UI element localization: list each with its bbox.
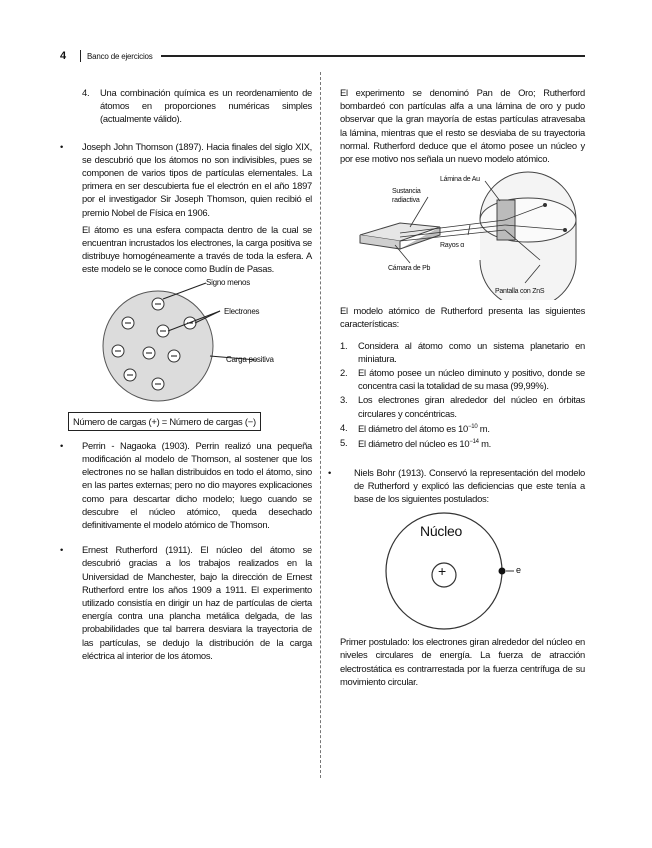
thomson-model-figure (86, 276, 316, 406)
perrin-paragraph: Perrin - Nagaoka (1903). Perrin realizó una pequeña modificación al modelo de Thomson, al sostener que los electrones no se hallan distribuidos en todo el átomo, sino en las partes externas; pero no dio mayores explicaciones como para descartar dicho modelo; luego cuando se descubre el núcleo atómico, queda desechado definitivamente el modelo atómico de Thomson. (82, 439, 312, 531)
screen-top (480, 198, 576, 242)
gold-foil-paragraph: El experimento se denominó Pan de Oro; Rutherford bombardeó con partículas alfa a una lámina de oro y pudo observar que la gran mayoría de estas partículas atravesaba la lámina, mientras que el resto se desviaba de su trayectoria normal. Rutherford deduce que el átomo posee un núcleo y por ese motivo nos señala un nuevo modelo atómico. (340, 87, 585, 165)
electron-label: e (516, 565, 521, 576)
column-divider (320, 72, 321, 778)
list-text: Considera al átomo como un sistema planetario en miniatura. (358, 339, 585, 364)
header-title: Banco de ejercicios (87, 51, 153, 61)
page-number: 4 (60, 50, 67, 62)
bohr-diagram (340, 505, 585, 633)
thomson-diagram (86, 276, 316, 406)
rutherford-paragraph: Ernest Rutherford (1911). El núcleo del átomo se descubrió gracias a los trabajos realizados en la Universidad de Manchester, bajo la dirección de Ernest Rutherford entre los años 1909 a 1911. El experimento utilizado consistía en dirigir un haz de partículas de cierta energía contra una plancha metálica delgada, de las probabilidades que tal barrera desviara la trayectoria de las partículas, se dedujo la distribución de la carga eléctrica al interior de los átomos. (82, 544, 312, 661)
first-postulate: Primer postulado: los electrones giran alrededor del núcleo en niveles circulares de energía. La fuerza de atracción electrostática es contrarrestada por la fuerza centrífuga de su movimiento circular. (340, 636, 585, 687)
model-intro: El modelo atómico de Rutherford presenta las siguientes características: (340, 305, 585, 330)
label-rayos: Rayos α (440, 242, 465, 250)
bohr-paragraph: Niels Bohr (1913). Conservó la representación del modelo de Rutherford y explicó las deficiencias que este tenía a base de los siguientes postulados: (354, 466, 585, 504)
bullet: • (60, 439, 64, 451)
rutherford-experiment-figure (340, 165, 585, 300)
list-text (358, 436, 585, 450)
bullet: • (60, 140, 64, 152)
list-text: El átomo posee un núcleo diminuto y positivo, donde se concentra casi la totalidad de su masa (99,99%). (358, 367, 585, 392)
deflected-particle (543, 203, 547, 207)
bohr-model-figure (340, 505, 585, 633)
list-number: 1. (340, 339, 348, 351)
right-column (328, 86, 585, 688)
label-pantalla: Pantalla con ZnS (495, 288, 545, 296)
diam-nucleus-text: El diámetro del núcleo es 10 (358, 438, 470, 450)
char-item (340, 393, 585, 419)
list-number: 4. (340, 421, 348, 433)
page-header (60, 48, 585, 64)
rutherford-section (58, 543, 312, 662)
header-separator (80, 50, 81, 62)
thomson-section (58, 140, 312, 276)
deflected-particle (563, 228, 567, 232)
bohr-section (326, 466, 585, 506)
label-electrones: Electrones (224, 306, 260, 316)
label-signo-menos: Signo menos (206, 277, 250, 287)
label-carga-positiva: Carga positiva (226, 354, 274, 364)
signo-menos-leader (163, 283, 206, 299)
header-rule (161, 55, 585, 57)
label-lamina: Lámina de Au (440, 176, 480, 184)
thomson-paragraph-1: Joseph John Thomson (1897). Hacia finales del siglo XIX, se descubrió que los átomos no son indivisibles, pues se componen de varios tipos de partículas elementales. La primera en ser descubierta fue el electrón en el año 1897 por el investigador Sir Joseph Thomson, quien recibió el premio Nobel de Física en 1906. (82, 140, 312, 218)
list-number: 2. (340, 367, 348, 379)
list-number: 5. (340, 437, 348, 449)
electron (499, 568, 506, 575)
charge-formula: Número de cargas (+) = Número de cargas (−) (68, 412, 261, 431)
bullet: • (328, 466, 332, 478)
char-item (340, 436, 585, 450)
bullet: • (60, 544, 64, 556)
thomson-paragraph-2: El átomo es una esfera compacta dentro de la cual se encuentran incrustados los electrones, la carga positiva se distribuye homogéneamente a través de toda la esfera. A este modelo se le conoce como Budín de Pasas. (82, 223, 312, 275)
exponent: −10 (467, 423, 478, 430)
list-text: Una combinación química es un reordenamiento de átomos en proporciones numéricas simples (actualmente válido). (100, 87, 312, 125)
list-number: 3. (340, 394, 348, 406)
label-sustancia: Sustancia radiactiva (392, 188, 421, 205)
exponent: −14 (469, 439, 479, 446)
left-column (58, 86, 312, 662)
unit: m. (481, 438, 492, 450)
char-item (340, 339, 585, 365)
diam-atom-text: El diámetro del átomo es 10 (358, 422, 468, 434)
nucleus-label: Núcleo (420, 523, 463, 540)
list-text: Los electrones giran alrededor del núcleo en órbitas circulares y concéntricas. (358, 394, 585, 419)
char-item (340, 421, 585, 435)
char-item (340, 366, 585, 392)
unit: m. (479, 422, 490, 434)
list-text (358, 421, 585, 435)
list-number: 4. (82, 87, 90, 98)
perrin-section (58, 439, 312, 531)
label-camara: Cámara de Pb (388, 265, 431, 273)
list-item-4 (82, 86, 312, 126)
plus-sign: + (438, 563, 446, 580)
